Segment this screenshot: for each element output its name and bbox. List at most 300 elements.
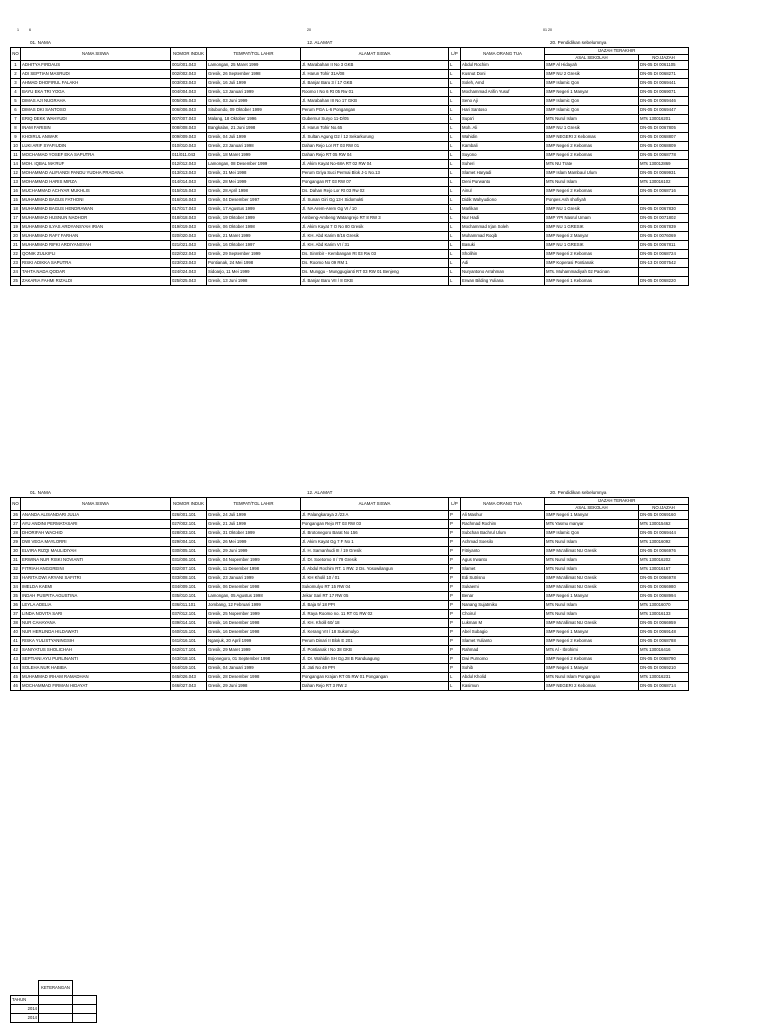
nomor-induk: 030/005.101 — [171, 547, 207, 556]
parent-name: Muhammad Roqib — [461, 232, 545, 241]
student-name: ANANDA ALISANDARI JULIA — [21, 511, 171, 520]
student-name: MUHAMMAD BAGUS FATHONI — [21, 196, 171, 205]
asal-sekolah: SMP Islamic Qon — [545, 529, 639, 538]
alamat-siswa: Roomo I No 6 Rt 05 Rw 01 — [301, 88, 449, 97]
legend-cell — [73, 996, 97, 1005]
asal-sekolah: SMP Negeri 1 Kebomas — [545, 277, 639, 286]
tempat-tgl-lahir: Sidoarjo, 11 Mei 1999 — [207, 268, 301, 277]
no-ijazah: MTs 130016202 — [639, 556, 689, 565]
parent-name: Sohib — [461, 664, 545, 673]
gender: L — [449, 133, 461, 142]
no-ijazah: DN-05 DI 0067830 — [639, 205, 689, 214]
nomor-induk: 037/012.101 — [171, 610, 207, 619]
no-ijazah: DN-05 DI 0061105 — [639, 61, 689, 70]
table-row — [11, 601, 689, 610]
col-header-ttl: TEMPAT/TGL LAHIR — [207, 48, 301, 61]
tempat-tgl-lahir: Gresik, 31 Oktober 1999 — [207, 529, 301, 538]
section-header-alamat: 12. ALAMAT — [307, 40, 333, 45]
asal-sekolah: MTs Nurul Islam — [545, 610, 639, 619]
tempat-tgl-lahir: Gresik, 28 Mei 1999 — [207, 178, 301, 187]
student-name: SEPTIANI AYU PURLINANTI — [21, 655, 171, 664]
nomor-induk: 022/022.043 — [171, 250, 207, 259]
alamat-siswa: Sukomulyo RT 15 RW 04 — [301, 583, 449, 592]
asal-sekolah: SMP Negeri 1 Manyar — [545, 511, 639, 520]
tempat-tgl-lahir: Gresik, 04 Nopember 1999 — [207, 556, 301, 565]
parent-name: Mochammad Arifin Yusuf — [461, 88, 545, 97]
gender: L — [449, 151, 461, 160]
asal-sekolah: SMP Koperasi Pontianak — [545, 259, 639, 268]
no-ijazah: MTs 130016201 — [639, 115, 689, 124]
asal-sekolah: SMP Islamic Qon — [545, 79, 639, 88]
asal-sekolah: SMP Negeri 1 Manyar — [545, 88, 639, 97]
table-row — [11, 241, 689, 250]
asal-sekolah: SMP Mu'allimat NU Gresik — [545, 583, 639, 592]
tempat-tgl-lahir: Lamongan, 08 Desember 1999 — [207, 160, 301, 169]
asal-sekolah: SMP YPI Nasrul Umam — [545, 214, 639, 223]
section-header-nama: 01. NAMA — [30, 40, 51, 45]
row-number: 2 — [11, 70, 21, 79]
tempat-tgl-lahir: Nganjuk, 20 April 1999 — [207, 637, 301, 646]
tempat-tgl-lahir: Gresik, 25 Nopember 1999 — [207, 610, 301, 619]
student-name: NUR CAHAYANA — [21, 619, 171, 628]
nomor-induk: 010/010.043 — [171, 142, 207, 151]
row-number: 30 — [11, 547, 21, 556]
no-ijazah: MTs 130012869 — [639, 160, 689, 169]
asal-sekolah: MTs Yasmu manyar — [545, 520, 639, 529]
gender: L — [449, 196, 461, 205]
parent-name: Edi Sutrisno — [461, 574, 545, 583]
table-row — [11, 556, 689, 565]
no-ijazah: DN-05 DI 0069210 — [639, 664, 689, 673]
asal-sekolah: SMP NEGERI 2 Kebomas — [545, 682, 639, 691]
alamat-siswa: Jl. KH. Kholil 60/ 18 — [301, 619, 449, 628]
legend-spacer — [73, 981, 97, 996]
asal-sekolah: SMP NU 1 GRESIK — [545, 241, 639, 250]
alamat-siswa: Jl. H. Samanhudi III / 19 Gresik — [301, 547, 449, 556]
asal-sekolah: MTs Al - Ibrohimi — [545, 646, 639, 655]
no-ijazah: DN-05 DI 0068714 — [639, 682, 689, 691]
tempat-tgl-lahir: Gresik, 29 Juni 1998 — [207, 682, 301, 691]
gender: P — [449, 520, 461, 529]
no-ijazah: DN-05 DI 0068220 — [639, 277, 689, 286]
asal-sekolah: SMP Islam Mambaul Ulum — [545, 169, 639, 178]
nomor-induk: 045/026.043 — [171, 673, 207, 682]
parent-name: Rahmad — [461, 646, 545, 655]
parent-name: Fitriyanto — [461, 547, 545, 556]
row-number: 37 — [11, 610, 21, 619]
no-ijazah: DN-05 DI 0068271 — [639, 70, 689, 79]
alamat-siswa: Jl. Dr. Wahidin SH Gg.28 B Randuagung — [301, 655, 449, 664]
gender: L — [449, 268, 461, 277]
row-number: 26 — [11, 511, 21, 520]
nomor-induk: 044/019.101 — [171, 664, 207, 673]
table-row — [11, 511, 689, 520]
student-table — [10, 497, 689, 691]
row-number: 12 — [11, 169, 21, 178]
tempat-tgl-lahir: Gresik, 28 Desember 1998 — [207, 673, 301, 682]
alamat-siswa: Jl. Brotonegoro Barat No 156 — [301, 529, 449, 538]
asal-sekolah: MTs Nurul Islam — [545, 115, 639, 124]
student-name: LEYLA ADELIA — [21, 601, 171, 610]
nomor-induk: 035/010.101 — [171, 592, 207, 601]
parent-name: Nanang Sujatmiko — [461, 601, 545, 610]
table-row — [11, 259, 689, 268]
no-ijazah: DN-05 DI 0066980 — [639, 583, 689, 592]
gender: L — [449, 241, 461, 250]
parent-name: Kasimun — [461, 682, 545, 691]
gender: P — [449, 610, 461, 619]
gender: P — [449, 664, 461, 673]
alamat-siswa: Jl. Baja 9/ 18 PPI — [301, 601, 449, 610]
no-ijazah: MTs 130016133 — [639, 610, 689, 619]
asal-sekolah: SMP NU 2 Gresik — [545, 70, 639, 79]
parent-name: Kusnut Doni — [461, 70, 545, 79]
student-name: TAHTA NADA QODAR — [21, 268, 171, 277]
col-header-orang-tua: NAMA ORANG TUA — [461, 498, 545, 511]
gender: L — [449, 160, 461, 169]
row-number: 23 — [11, 259, 21, 268]
nomor-induk: 020/020.043 — [171, 232, 207, 241]
parent-name: Abdul Kholid — [461, 673, 545, 682]
tempat-tgl-lahir: Gresik, 26 September 1998 — [207, 70, 301, 79]
nomor-induk: 017/017.043 — [171, 205, 207, 214]
table-row — [11, 160, 689, 169]
tempat-tgl-lahir: Lamongan, 25 Maret 1999 — [207, 61, 301, 70]
asal-sekolah: SMP Negeri 2 Manyar — [545, 232, 639, 241]
gender: L — [449, 232, 461, 241]
alamat-siswa: Jl. Abdul Rochim RT. 1 RW. 2 Ds. Yosowilangun — [301, 565, 449, 574]
nomor-induk: 029/004.101 — [171, 538, 207, 547]
row-number: 3 — [11, 79, 21, 88]
table-row — [11, 151, 689, 160]
alamat-siswa: Jl. Sunan Giri Gg 13-I Sidomukti — [301, 196, 449, 205]
no-ijazah: MTs 130016092 — [639, 538, 689, 547]
tempat-tgl-lahir: Pontianak, 24 Mei 1998 — [207, 259, 301, 268]
nomor-induk: 014/014.043 — [171, 178, 207, 187]
student-name: BAYU EKA TRI YOGA — [21, 88, 171, 97]
nomor-induk: 023/023.043 — [171, 259, 207, 268]
no-ijazah: DN-05 DI 0067839 — [639, 223, 689, 232]
alamat-siswa: Jl. Pontianak I No 38 GKB — [301, 646, 449, 655]
page-number: 1 — [17, 28, 19, 32]
student-name: SOLEHA NUR HABIBA — [21, 664, 171, 673]
nomor-induk: 012/012.043 — [171, 160, 207, 169]
no-ijazah: DN-05 DI 0069446 — [639, 97, 689, 106]
no-ijazah: DN-05 DI 0069441 — [639, 79, 689, 88]
table-row — [11, 232, 689, 241]
no-ijazah: DN-05 DI 0071802 — [639, 214, 689, 223]
table-row — [11, 250, 689, 259]
table-row — [11, 619, 689, 628]
tempat-tgl-lahir: Gresik, 21 Maret 1999 — [207, 232, 301, 241]
page-number: 20 — [307, 28, 311, 32]
parent-name: Deni Purwanto — [461, 178, 545, 187]
parent-name: Mochammad Irjan Soleh — [461, 223, 545, 232]
tempat-tgl-lahir: Lamongan, 05 Agustus 1998 — [207, 592, 301, 601]
col-header-alamat-siswa: ALAMAT SISWA — [301, 498, 449, 511]
nomor-induk: 046/027.043 — [171, 682, 207, 691]
table-row — [11, 70, 689, 79]
gender: P — [449, 592, 461, 601]
tempat-tgl-lahir: Gresik, 13 Juni 1998 — [207, 277, 301, 286]
asal-sekolah: MTs Nurul Islam — [545, 565, 639, 574]
gender: L — [449, 97, 461, 106]
asal-sekolah: SMP NU 1 GRESIK — [545, 223, 639, 232]
gender: L — [449, 277, 461, 286]
nomor-induk: 041/016.101 — [171, 637, 207, 646]
tempat-tgl-lahir: Gresik, 26 Mei 1999 — [207, 538, 301, 547]
parent-name: Slamet Yulianto — [461, 637, 545, 646]
section-header-pendidikan: 20. Pendidikan sebelumnya — [550, 490, 607, 495]
tempat-tgl-lahir: Gresik, 04 Juli 1999 — [207, 133, 301, 142]
nomor-induk: 026/001.101 — [171, 511, 207, 520]
nomor-induk: 033/008.101 — [171, 574, 207, 583]
tempat-tgl-lahir: Malang, 18 Oktober 1996 — [207, 115, 301, 124]
row-number: 41 — [11, 637, 21, 646]
alamat-siswa: Ambeng-Ambeng Watangrejo RT 8 RW 3 — [301, 214, 449, 223]
gender: P — [449, 547, 461, 556]
gender: L — [449, 205, 461, 214]
alamat-siswa: Jl. Marabahan II No 3 GKB — [301, 61, 449, 70]
no-ijazah: DN-05 DI 0069148 — [639, 628, 689, 637]
no-ijazah: MTs 130016102 — [639, 178, 689, 187]
parent-name: Ali Mashur — [461, 511, 545, 520]
asal-sekolah: Ponpes Ash shofiyah — [545, 196, 639, 205]
gender: P — [449, 538, 461, 547]
no-ijazah: DN-05 DI 0068724 — [639, 250, 689, 259]
nomor-induk: 043/018.101 — [171, 655, 207, 664]
alamat-siswa: Ds. Dahan Rejo Lor Rt 03 Rw 02 — [301, 187, 449, 196]
no-ijazah: DN-05 DI 0067805 — [639, 124, 689, 133]
col-header-no-ijazah: NO.IJAZAH — [639, 504, 689, 511]
asal-sekolah: MTs Nurul Islam Pongangan — [545, 673, 639, 682]
table-row — [11, 664, 689, 673]
no-ijazah — [639, 196, 689, 205]
student-name: DIMAS DKI SANTOSO — [21, 106, 171, 115]
asal-sekolah: SMP Negeri 2 Kebomas — [545, 187, 639, 196]
no-ijazah: DN-05 DI 0069160 — [639, 511, 689, 520]
col-header-ijazah-terakhir: IJAZAH TERAKHIR — [545, 498, 689, 505]
alamat-siswa: Jl. Harun Tohir No.65 — [301, 124, 449, 133]
gender: P — [449, 655, 461, 664]
asal-sekolah: MTs. Muhammadiyah 02 Pacinan — [545, 268, 639, 277]
alamat-siswa: Ds. Sinmbir - Kembangan Rt 03 Rw 03 — [301, 250, 449, 259]
tempat-tgl-lahir: Gresik, 16 Desember 1998 — [207, 628, 301, 637]
row-number: 10 — [11, 142, 21, 151]
no-ijazah: MTs 130015462 — [639, 520, 689, 529]
row-number: 46 — [11, 682, 21, 691]
alamat-siswa: Gubernur Suryo 11-D/05 — [301, 115, 449, 124]
row-number: 9 — [11, 133, 21, 142]
gender: L — [449, 223, 461, 232]
row-number: 33 — [11, 574, 21, 583]
row-number: 19 — [11, 223, 21, 232]
gender: P — [449, 574, 461, 583]
tempat-tgl-lahir: Gresik, 31 Mei 1998 — [207, 169, 301, 178]
parent-name: Adi — [461, 259, 545, 268]
tempat-tgl-lahir: Gresik, 16 Desember 1998 — [207, 619, 301, 628]
gender: L — [449, 682, 461, 691]
col-header-ijazah-terakhir: IJAZAH TERAKHIR — [545, 48, 689, 55]
nomor-induk: 040/015.101 — [171, 628, 207, 637]
alamat-siswa: Jl. Kerang VII / 18 Sukomulyo — [301, 628, 449, 637]
nomor-induk: 011/011.043 — [171, 151, 207, 160]
student-name: LINDA NOVITA SARI — [21, 610, 171, 619]
tempat-tgl-lahir: Gresik, 13 Januari 1999 — [207, 88, 301, 97]
gender: P — [449, 511, 461, 520]
tempat-tgl-lahir: Situbondo, 09 Oktober 1999 — [207, 106, 301, 115]
parent-name: Supa'i — [461, 115, 545, 124]
table-row — [11, 637, 689, 646]
no-ijazah: DN-05 DI 0067811 — [639, 241, 689, 250]
row-number: 36 — [11, 601, 21, 610]
gender: L — [449, 142, 461, 151]
tempat-tgl-lahir: Gresik, 18 Maret 1999 — [207, 151, 301, 160]
nomor-induk: 042/017.101 — [171, 646, 207, 655]
col-header-nama-siswa: NAMA SISWA — [21, 498, 171, 511]
asal-sekolah: SMP NU 1 Gresik — [545, 205, 639, 214]
section-headers — [10, 38, 688, 47]
row-number: 31 — [11, 556, 21, 565]
student-rows — [11, 511, 689, 691]
no-ijazah: MTs 130016416 — [639, 646, 689, 655]
no-ijazah: DN-05 DI 0076069 — [639, 232, 689, 241]
alamat-siswa: Perum Dinari II Blok E 201 — [301, 637, 449, 646]
student-name: NUR HERLINDA HILDAWATI — [21, 628, 171, 637]
nomor-induk: 019/019.043 — [171, 223, 207, 232]
row-number: 27 — [11, 520, 21, 529]
nomor-induk: 013/013.043 — [171, 169, 207, 178]
legend-tahun-label: TAHUN — [11, 996, 39, 1005]
student-name: ERWINA NUR RISKI NOVIANTI — [21, 556, 171, 565]
col-header-ttl: TEMPAT/TGL LAHIR — [207, 498, 301, 511]
alamat-siswa: Jl. Jati No 49 PPI — [301, 664, 449, 673]
table-row — [11, 214, 689, 223]
nomor-induk: 003/003.043 — [171, 79, 207, 88]
parent-name: Soleh, Amd — [461, 79, 545, 88]
col-header-nomor-induk: NOMOR INDUK — [171, 48, 207, 61]
asal-sekolah: SMP Islamic Qon — [545, 106, 639, 115]
row-number: 35 — [11, 592, 21, 601]
tempat-tgl-lahir: Gresik, 21 Juli 1999 — [207, 520, 301, 529]
asal-sekolah: SMP Mu'allimat NU Gresik — [545, 619, 639, 628]
parent-name: Benar — [461, 592, 545, 601]
legend-spacer — [11, 981, 39, 996]
gender: L — [449, 115, 461, 124]
row-number: 17 — [11, 214, 21, 223]
student-name: AYU ANDINI PERMATASARI — [21, 520, 171, 529]
tempat-tgl-lahir: Gresik, 06 Oktober 1998 — [207, 223, 301, 232]
tempat-tgl-lahir: Gresik, 16 Juli 1999 — [207, 79, 301, 88]
student-name: RISKI ADIKKA SAPUTRA — [21, 259, 171, 268]
nomor-induk: 001/001.043 — [171, 61, 207, 70]
nomor-induk: 039/014.101 — [171, 619, 207, 628]
student-name: ZAKARIA FAHMI RIZALDI — [21, 277, 171, 286]
tempat-tgl-lahir: Gresik, 11 Desember 1998 — [207, 565, 301, 574]
tempat-tgl-lahir: Jombang, 12 Februari 1999 — [207, 601, 301, 610]
gender: P — [449, 619, 461, 628]
row-number: 38 — [11, 619, 21, 628]
table-row — [11, 529, 689, 538]
col-header-nomor-induk: NOMOR INDUK — [171, 498, 207, 511]
nomor-induk: 007/007.043 — [171, 115, 207, 124]
gender: P — [449, 556, 461, 565]
no-ijazah: DN-05 DI 0068809 — [639, 142, 689, 151]
parent-name: Achmad Soesilo — [461, 538, 545, 547]
asal-sekolah: MTs Nurul Islam — [545, 601, 639, 610]
nomor-induk: 024/024.043 — [171, 268, 207, 277]
page-number: 6 — [29, 28, 31, 32]
nomor-induk: 031/006.101 — [171, 556, 207, 565]
no-ijazah: DN-05 DI 0066976 — [639, 547, 689, 556]
student-name: MUHAMMAD IRHAM RAMADHAN — [21, 673, 171, 682]
student-name: MOHAMMAD HARIS MIRZA — [21, 178, 171, 187]
table-row — [11, 565, 689, 574]
row-number: 16 — [11, 187, 21, 196]
col-header-no: NO — [11, 48, 21, 61]
row-number: 32 — [11, 565, 21, 574]
nomor-induk: 034/009.101 — [171, 583, 207, 592]
legend-cell — [73, 1005, 97, 1014]
parent-name: Abel Subagio — [461, 628, 545, 637]
tempat-tgl-lahir: Gresik, 24 Juli 1999 — [207, 511, 301, 520]
gender: L — [449, 88, 461, 97]
student-name: INAM FARISIN — [21, 124, 171, 133]
student-rows — [11, 61, 689, 286]
student-name: MOH. IQBAL MA'RUF — [21, 160, 171, 169]
no-ijazah: DN-05 DI 0068790 — [639, 655, 689, 664]
student-name: MOCHAMAD YOSEF EKA SAPUTRA — [21, 151, 171, 160]
row-number: 29 — [11, 538, 21, 547]
alamat-siswa: Jl. Akim Kayat No-68A RT 02 RW 04 — [301, 160, 449, 169]
gender: L — [449, 259, 461, 268]
col-header-alamat-siswa: ALAMAT SISWA — [301, 48, 449, 61]
legend-cell — [39, 1014, 73, 1023]
no-ijazah: DN-05 DI 0068788 — [639, 637, 689, 646]
parent-name: Nuryantono Arrahman — [461, 268, 545, 277]
parent-name: Seno Aji — [461, 97, 545, 106]
parent-name: Erwan Bilding Yuliana — [461, 277, 545, 286]
no-ijazah: DN-13 DI 0007542 — [639, 259, 689, 268]
alamat-siswa: Ds. Munggu - Munggugianti RT 03 RW 01 Benjeng — [301, 268, 449, 277]
student-name: INDAH PUSPITA AGUSTINA — [21, 592, 171, 601]
parent-name: Marlikan — [461, 205, 545, 214]
asal-sekolah: SMP Al Hidayah — [545, 61, 639, 70]
alamat-siswa: Jl. Akim Kayat Gg 7 F No 1 — [301, 538, 449, 547]
asal-sekolah: SMP NEGERI 2 Kebomas — [545, 133, 639, 142]
section-header-pendidikan: 20. Pendidikan sebelumnya — [550, 40, 607, 45]
asal-sekolah: SMP Mu'allimat NU Gresik — [545, 574, 639, 583]
student-name: ADHITYA FIRDAUS — [21, 61, 171, 70]
row-number: 44 — [11, 664, 21, 673]
gender: P — [449, 601, 461, 610]
row-number: 20 — [11, 232, 21, 241]
year-legend-table — [10, 980, 97, 1023]
row-number: 4 — [11, 88, 21, 97]
row-number: 21 — [11, 241, 21, 250]
asal-sekolah: SMP Negeri 1 Manyar — [545, 664, 639, 673]
parent-name: Suyono — [461, 151, 545, 160]
no-ijazah: DN-05 DI 0068807 — [639, 133, 689, 142]
asal-sekolah: SMP Negeri 1 Manyar — [545, 592, 639, 601]
tempat-tgl-lahir: Gresik, 19 Oktober 1999 — [207, 214, 301, 223]
student-name: KHOIRUL ANWAR — [21, 133, 171, 142]
parent-name: Suheri — [461, 160, 545, 169]
table-row — [11, 106, 689, 115]
nomor-induk: 016/016.043 — [171, 196, 207, 205]
table-row — [11, 88, 689, 97]
asal-sekolah: SMP Negeri 2 Kebomas — [545, 250, 639, 259]
